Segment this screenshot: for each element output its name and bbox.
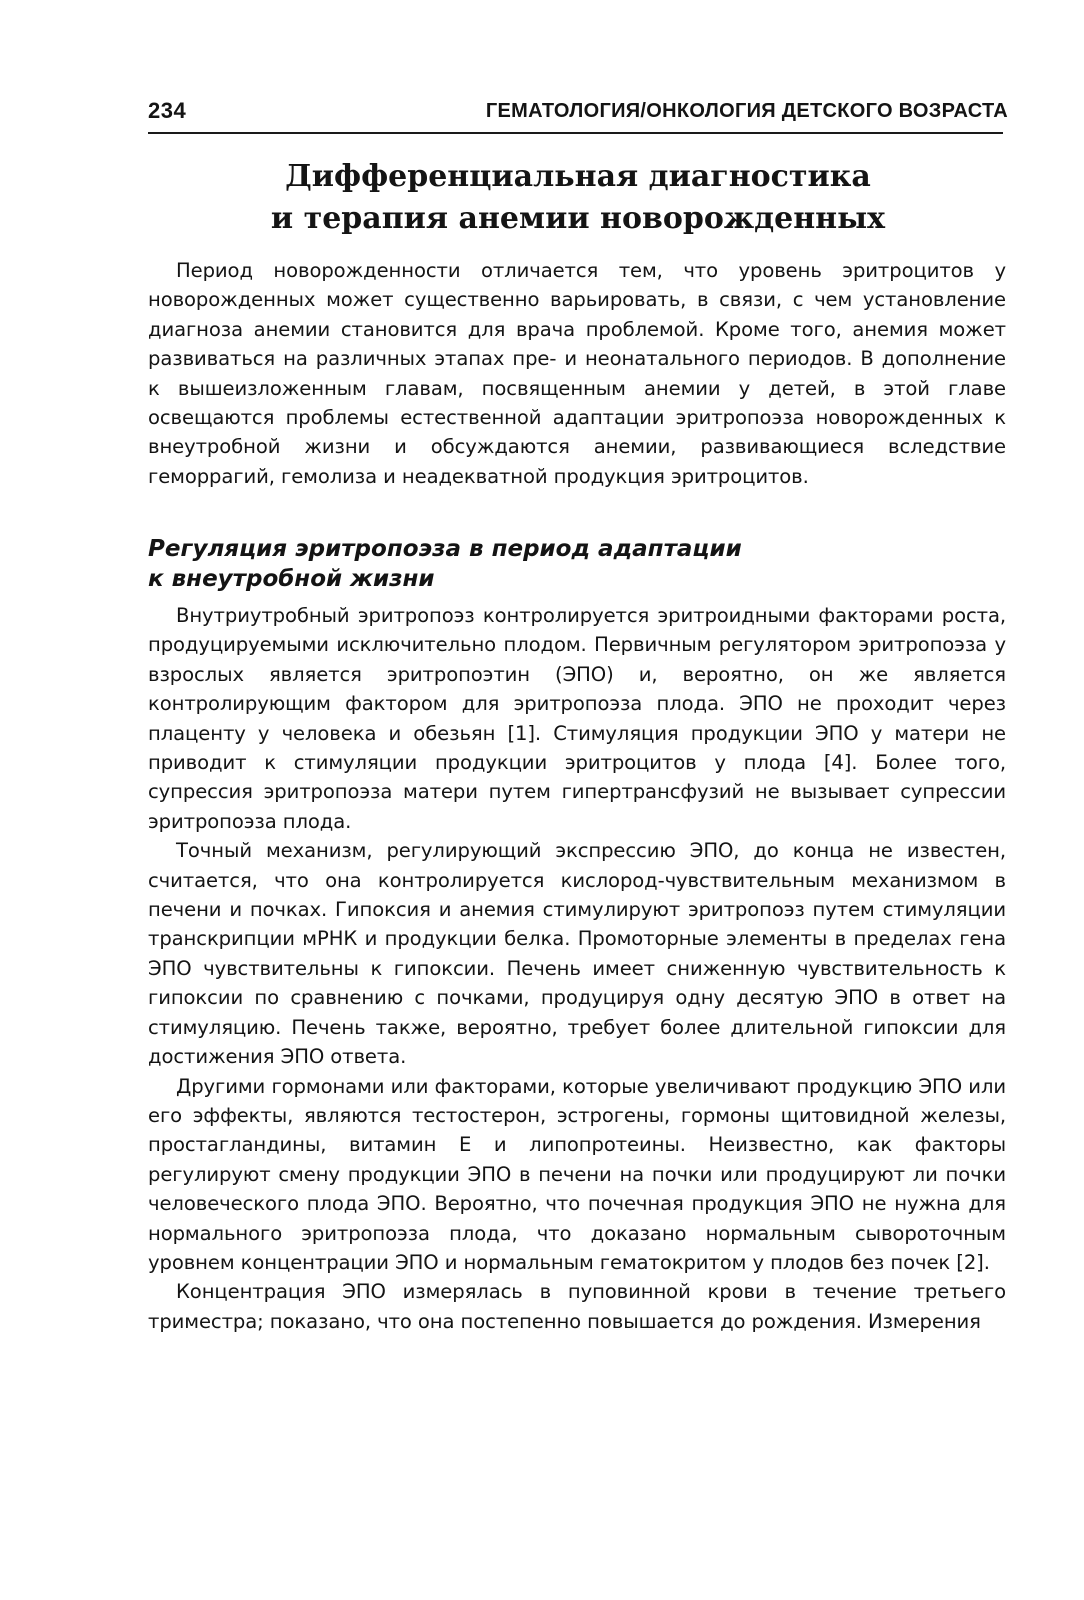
section-heading — [148, 534, 1006, 594]
section-heading-line-2: к внеутробной жизни — [148, 566, 435, 592]
header-rule — [148, 132, 1003, 134]
body-paragraph: Внутриутробный эритропоэз контролируется эритроидными факторами роста, продуцируемыми исключительно плодом. Первичным регулятором эритропоэза у взрослых является эритропоэтин (ЭПО) и, вероятно, он же является контролирующим фактором для эритропоэза плода. ЭПО не проходит через плаценту у человека и обезьян [1]. Стимуляция продукции ЭПО у матери не приводит к стимуляции продукции эритроцитов у плода [4]. Более того, супрессия эритропоэза матери путем гипертрансфузий не вызывает супрессии эритропоэза плода. — [148, 604, 1006, 833]
chapter-title-line-2: и терапия анемии новорожденных — [270, 201, 886, 236]
chapter-title-line-1: Дифференциальная диагностика — [285, 159, 871, 194]
body-paragraph: Концентрация ЭПО измерялась в пуповинной крови в течение третьего триместра; показано, что она постепенно повышается до рождения. Измерения — [148, 1280, 1006, 1333]
intro-paragraph: Период новорожденности отличается тем, что уровень эритроцитов у новорожденных может существенно варьировать, в связи, с чем установление диагноза анемии становится для врача проблемой. Кроме того, анемия может развиваться на различных этапах пре- и неонатального периодов. В дополнение к вышеизложенным главам, посвященным анемии у детей, в этой главе освещаются проблемы естественной адаптации эритропоэза новорожденных к внеутробной жизни и обсуждаются анемии, развивающиеся вследствие геморрагий, гемолиза и неадекватной продукция эритроцитов. — [148, 259, 1006, 488]
section-heading-line-1: Регуляция эритропоэза в период адаптации — [148, 536, 742, 562]
running-title: ГЕМАТОЛОГИЯ/ОНКОЛОГИЯ ДЕТСКОГО ВОЗРАСТА — [485, 100, 1008, 122]
intro-block — [148, 256, 1006, 491]
page-number: 234 — [148, 98, 187, 123]
body-paragraph: Точный механизм, регулирующий экспрессию ЭПО, до конца не известен, считается, что она контролируется кислород-чувствительным механизмом в печени и почках. Гипоксия и анемия стимулируют эритропоэз путем стимуляции транскрипции мРНК и продукции белка. Промоторные элементы в пределах гена ЭПО чувствительны к гипоксии. Печень имеет сниженную чувствительность к гипоксии по сравнению с почками, продуцируя одну десятую ЭПО в ответ на стимуляцию. Печень также, вероятно, требует более длительной гипоксии для достижения ЭПО ответа. — [148, 839, 1006, 1069]
body-paragraph: Другими гормонами или факторами, которые увеличивают продукцию ЭПО или его эффекты, являются тестостерон, эстрогены, гормоны щитовидной железы, простагландины, витамин Е и липопротеины. Неизвестно, как факторы регулируют смену продукции ЭПО в печени на почки или продуцируют ли почки человеческого плода ЭПО. Вероятно, что почечная продукция ЭПО не нужна для нормального эритропоэза плода, что доказано нормальным сывороточным уровнем концентрации ЭПО и нормальным гематокритом у плодов без почек [2]. — [148, 1074, 1006, 1274]
chapter-title — [148, 156, 1008, 240]
section-body — [148, 601, 1006, 1336]
